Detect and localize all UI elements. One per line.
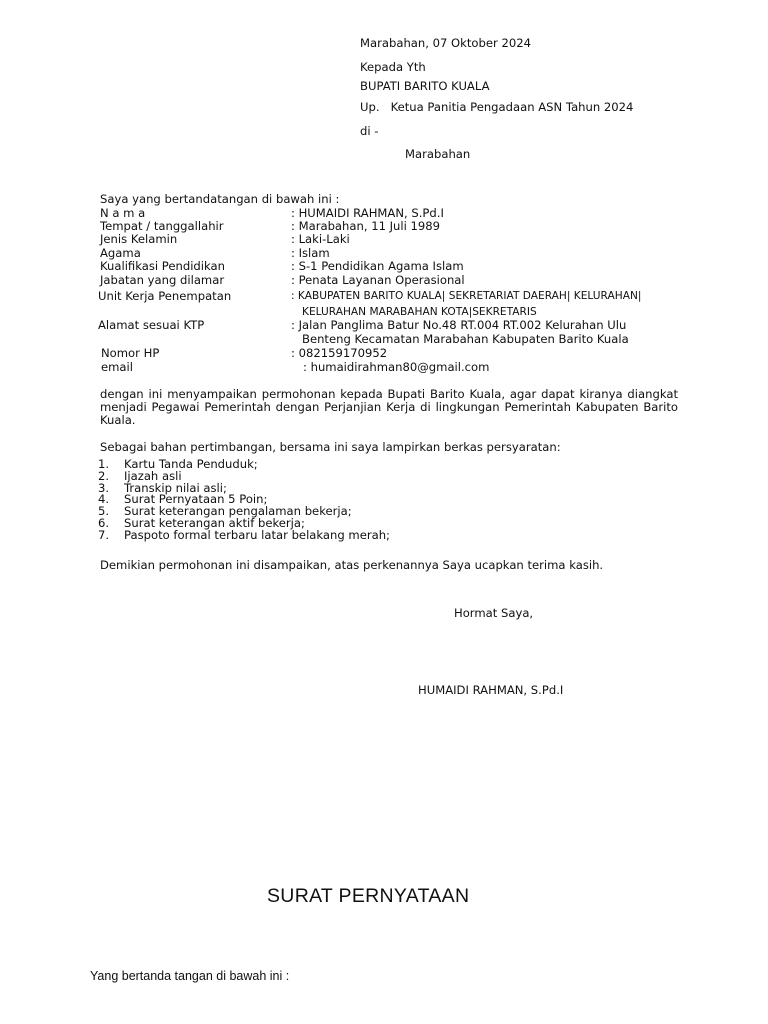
field-value-education: : S-1 Pendidikan Agama Islam — [291, 259, 464, 273]
field-label-phone: Nomor HP — [101, 346, 160, 360]
recipient-city: Marabahan — [405, 147, 471, 161]
field-label-birth: Tempat / tanggallahir — [100, 219, 224, 233]
field-value-email: : humaidirahman80@gmail.com — [303, 360, 490, 374]
attachment-text: Kartu Tanda Penduduk; — [124, 457, 258, 471]
field-value-name: : HUMAIDI RAHMAN, S.Pd.I — [291, 206, 444, 220]
field-label-religion: Agama — [100, 246, 141, 260]
field-label-position: Jabatan yang dilamar — [100, 273, 225, 287]
field-value-birth: : Marabahan, 11 Juli 1989 — [291, 219, 441, 233]
attachment-item — [98, 527, 390, 542]
field-label-name: N a m a — [100, 206, 146, 220]
field-value-work-unit-cont: KELURAHAN MARABAHAN KOTA|SEKRETARIS — [302, 306, 537, 318]
attachment-number: 1. — [98, 457, 110, 471]
field-value-work-unit: : KABUPATEN BARITO KUALA| SEKRETARIAT DAERAH| KELURAHAN| — [291, 290, 642, 302]
closing-statement: Demikian permohonan ini disampaikan, atas perkenannya Saya ucapkan terima kasih. — [100, 558, 604, 572]
field-label-work-unit: Unit Kerja Penempatan — [98, 289, 232, 303]
attachment-text: Surat keterangan pengalaman bekerja; — [124, 504, 352, 519]
field-value-position: : Penata Layanan Operasional — [291, 273, 465, 287]
attachment-number: 4. — [98, 492, 110, 507]
statement-intro: Yang bertanda tangan di bawah ini : — [90, 969, 290, 983]
attachment-text: Transkip nilai asli; — [124, 480, 227, 495]
field-value-address: : Jalan Panglima Batur No.48 RT.004 RT.002 Kelurahan Ulu — [291, 318, 627, 332]
field-value-gender: : Laki-Laki — [291, 232, 350, 246]
attachment-text: Paspoto formal terbaru latar belakang merah; — [124, 527, 390, 542]
field-value-phone: : 082159170952 — [291, 346, 388, 360]
letter-intro: Saya yang bertandatangan di bawah ini : — [100, 192, 340, 206]
field-label-gender: Jenis Kelamin — [100, 232, 178, 246]
field-label-address: Alamat sesuai KTP — [98, 318, 205, 332]
recipient-di: di - — [360, 124, 379, 138]
salutation: Hormat Saya, — [454, 606, 534, 620]
statement-heading: SURAT PERNYATAAN — [267, 885, 470, 907]
attachment-text: Ijazah asli — [124, 468, 182, 483]
field-label-education: Kualifikasi Pendidikan — [100, 259, 225, 273]
place-date: Marabahan, 07 Oktober 2024 — [360, 36, 531, 50]
attachments-list — [98, 459, 390, 542]
field-label-email: email — [101, 360, 133, 374]
signatory-name: HUMAIDI RAHMAN, S.Pd.I — [418, 683, 564, 697]
body-paragraph: dengan ini menyampaikan permohonan kepada Bupati Barito Kuala, agar dapat kiranya diangkat menjadi Pegawai Pemerintah dengan Perjanjian Kerja di lingkungan Pemerintah Kabupaten Barito Kuala. — [100, 387, 678, 428]
attachment-number: 6. — [98, 515, 110, 530]
attachment-text: Surat Pernyataan 5 Poin; — [124, 492, 268, 507]
attachment-number: 7. — [98, 527, 110, 542]
attachment-number: 3. — [98, 480, 110, 495]
attachment-number: 2. — [98, 468, 110, 483]
attachment-text: Surat keterangan aktif bekerja; — [124, 515, 305, 530]
field-value-religion: : Islam — [291, 246, 330, 260]
recipient-up: Up. Ketua Panitia Pengadaan ASN Tahun 2024 — [360, 100, 634, 114]
recipient-name: BUPATI BARITO KUALA — [360, 79, 490, 93]
attachment-number: 5. — [98, 504, 110, 519]
recipient-greeting: Kepada Yth — [360, 60, 426, 74]
attachments-intro: Sebagai bahan pertimbangan, bersama ini saya lampirkan berkas persyaratan: — [100, 440, 561, 454]
field-value-address-cont: Benteng Kecamatan Marabahan Kabupaten Barito Kuala — [302, 332, 629, 346]
